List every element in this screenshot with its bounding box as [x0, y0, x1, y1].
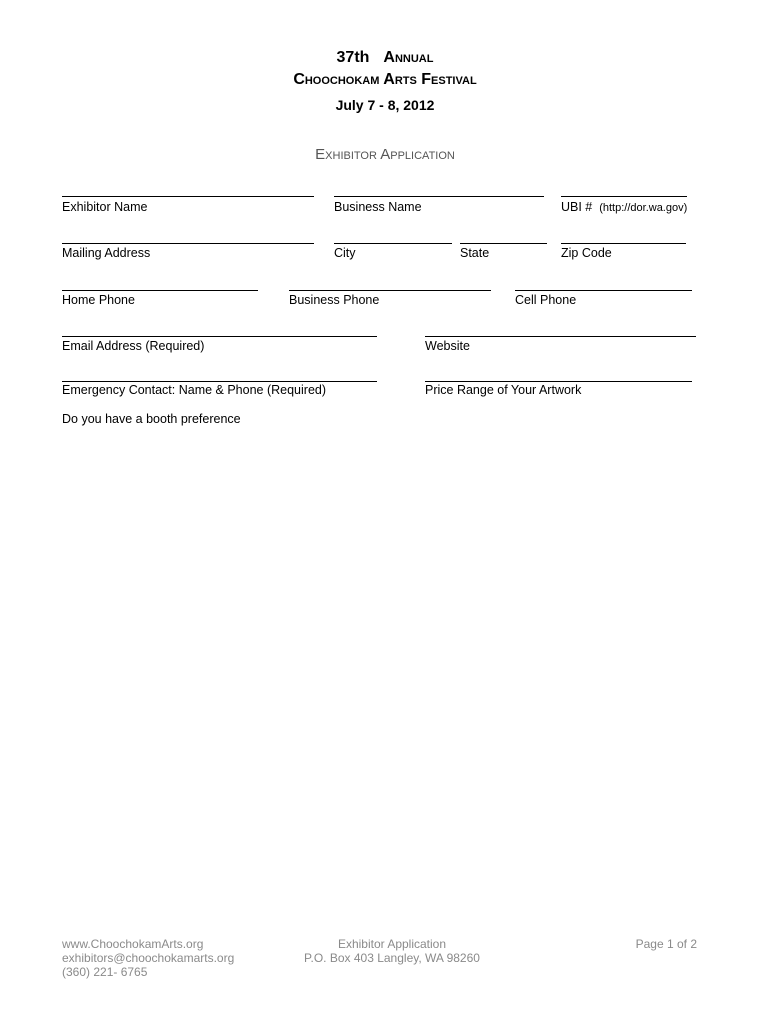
city-field[interactable]: [334, 243, 452, 244]
exhibitor-name-label: Exhibitor Name: [62, 200, 148, 214]
website-field[interactable]: [425, 336, 696, 337]
home-phone-label: Home Phone: [62, 293, 135, 307]
mailing-address-label: Mailing Address: [62, 246, 151, 260]
business-phone-field[interactable]: [289, 290, 491, 291]
booth-preference-question: Do you have a booth preference: [62, 412, 241, 426]
city-label: City: [334, 246, 356, 260]
footer-address: P.O. Box 403 Langley, WA 98260: [304, 951, 480, 965]
footer-phone: (360) 221- 6765: [62, 965, 148, 979]
festival-dates: July 7 - 8, 2012: [335, 97, 435, 113]
emergency-contact-label: Emergency Contact: Name & Phone (Required): [62, 383, 327, 397]
mailing-address-field[interactable]: [62, 243, 314, 244]
state-label: State: [460, 246, 490, 260]
footer-page-number: Page 1 of 2: [635, 937, 697, 951]
emergency-contact-field[interactable]: [62, 381, 377, 382]
price-range-field[interactable]: [425, 381, 692, 382]
business-phone-label: Business Phone: [289, 293, 380, 307]
home-phone-field[interactable]: [62, 290, 258, 291]
cell-phone-field[interactable]: [515, 290, 692, 291]
ubi-label: [561, 200, 687, 214]
ubi-text: UBI #: [561, 200, 593, 214]
email-field[interactable]: [62, 336, 377, 337]
edition-number: 37th: [336, 49, 370, 66]
exhibitor-name-field[interactable]: [62, 196, 314, 197]
festival-title: Choochokam Arts Festival: [293, 71, 477, 88]
footer-website: www.ChoochokamArts.org: [62, 937, 204, 951]
zip-code-field[interactable]: [561, 243, 686, 244]
website-label: Website: [425, 339, 470, 353]
footer-email: exhibitors@choochokamarts.org: [62, 951, 235, 965]
price-range-label: Price Range of Your Artwork: [425, 383, 582, 397]
annual-label: Annual: [383, 49, 434, 66]
cell-phone-label: Cell Phone: [515, 293, 577, 307]
email-label: Email Address (Required): [62, 339, 205, 353]
form-title: Exhibitor Application: [315, 146, 455, 163]
business-name-field[interactable]: [334, 196, 544, 197]
ubi-url: (http://dor.wa.gov): [599, 202, 688, 214]
footer-doc-title: Exhibitor Application: [337, 937, 447, 951]
zip-code-label: Zip Code: [561, 246, 612, 260]
footer-center: [290, 937, 494, 965]
edition-heading: [0, 49, 770, 67]
footer-contact: [62, 937, 234, 979]
ubi-field[interactable]: [561, 196, 687, 197]
state-field[interactable]: [460, 243, 547, 244]
business-name-label: Business Name: [334, 200, 422, 214]
